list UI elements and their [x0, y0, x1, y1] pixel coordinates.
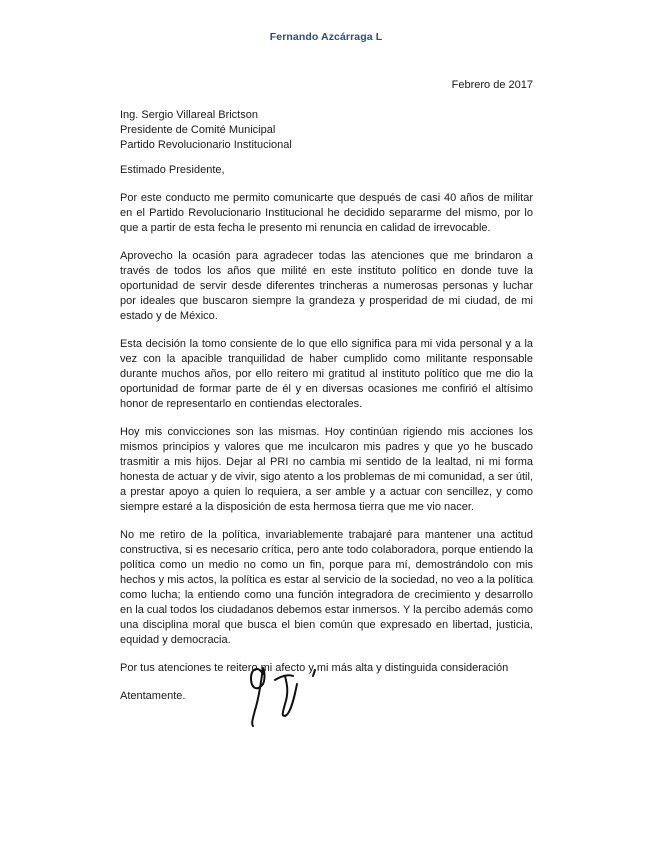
salutation: Estimado Presidente,	[120, 164, 225, 176]
addressee-block	[120, 108, 292, 153]
closing: Atentamente.	[120, 690, 186, 702]
signature-mark	[245, 654, 355, 734]
paragraph-decision: Esta decisión la tomo consiente de lo que ello significa para mi vida personal y a la vez con la apacible tranquilidad de haber cumplido como militante responsable durante muchos años, por ello reitero mi gratitud al instituto político que me dio la oportunidad de formar parte de él y en diversas ocasiones me confirió el altísimo honor de representarlo en contiendas electorales.	[120, 338, 533, 410]
paragraph-gratitude: Aprovecho la ocasión para agradecer todas las atenciones que me brindaron a través de todos los años que milité en este instituto político en donde tuve la oportunidad de servir desde diferentes trincheras a numerosas personas y luchar por ideales que buscaron siempre la grandeza y prosperidad de mi ciudad, de mi estado y de México.	[120, 250, 533, 322]
addressee-name: Ing. Sergio Villareal Brictson	[120, 109, 258, 121]
paragraph-regards: Por tus atenciones te reitero mi afecto y mi más alta y distinguida consideración	[120, 662, 509, 674]
letterhead-name: Fernando Azcárraga L	[269, 31, 383, 43]
letter-date: Febrero de 2017	[451, 79, 533, 91]
addressee-title: Presidente de Comité Municipal	[120, 124, 276, 136]
paragraph-resignation: Por este conducto me permito comunicarte que después de casi 40 años de militar en el Partido Revolucionario Institucional he decidido separarme del mismo, por lo que a partir de esta fecha le presento mi renuncia en calidad de irrevocable.	[120, 192, 533, 234]
addressee-organization: Partido Revolucionario Institucional	[120, 139, 292, 151]
letter-body	[120, 191, 533, 717]
paragraph-convictions: Hoy mis convicciones son las mismas. Hoy continúan rigiendo mis acciones los mismos principios y valores que me inculcaron mis padres y que yo he buscado trasmitir a mis hijos. Dejar al PRI no cambia mi sentido de la lealtad, ni mi forma honesta de actuar y de vivir, sigo atento a los problemas de mi comunidad, a ser útil, a prestar apoyo a quien lo requiera, a ser amble y a actuar con sencillez, y como siempre estaré a la disposición de esta hermosa tierra que me vio nacer.	[120, 426, 533, 513]
paragraph-politics: No me retiro de la política, invariablemente trabajaré para mantener una actitud constructiva, si es necesario crítica, pero ante todo colaboradora, porque entiendo la política como un medio no como un fin, porque para mí, demostrándolo con mis hechos y mis actos, la política es estar al servicio de la sociedad, no veo a la política como lucha; la entiendo como una función integradora de crecimiento y desarrollo en la cual todos los ciudadanos debemos estar inmersos. Y la percibo además como una disciplina moral que busca el bien común que expresado en libertad, justicia, equidad y democracia.	[120, 529, 533, 646]
